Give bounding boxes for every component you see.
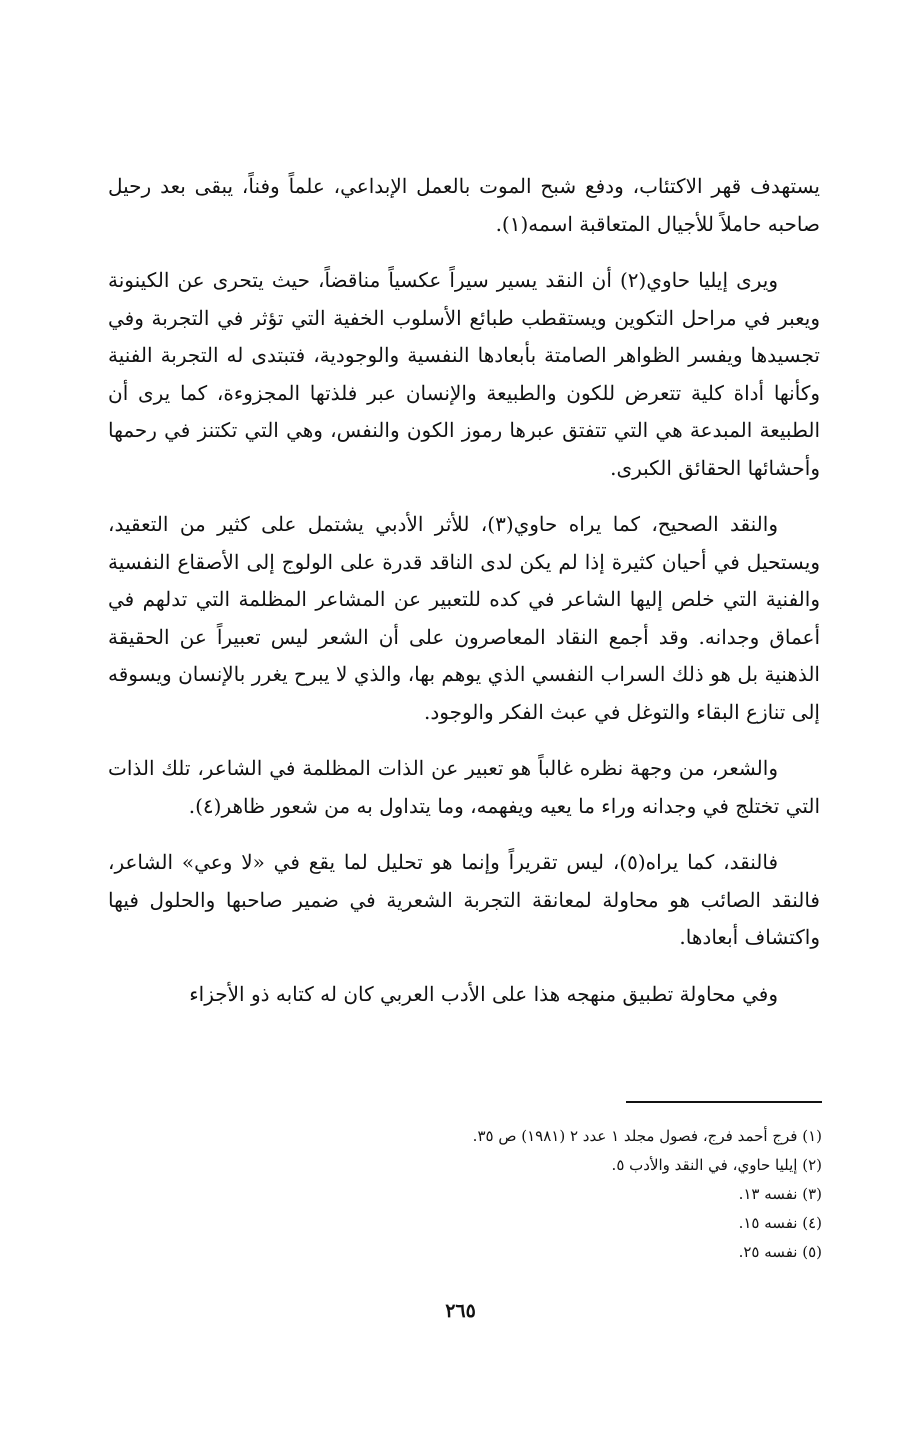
paragraph-4: والشعر، من وجهة نظره غالباً هو تعبير عن الذات المظلمة في الشاعر، تلك الذات التي تختلج في وجدانه وراء ما يعيه ويفهمه، وما يتداول به من شعور ظاهر(٤).	[108, 756, 820, 818]
footnote-2: (٢) إيليا حاوي، في النقد والأدب ٥.	[611, 1156, 822, 1174]
paragraph-2: ويرى إيليا حاوي(٢) أن النقد يسير سيراً عكسياً مناقضاً، حيث يتحرى عن الكينونة ويعبر في مراحل التكوين ويستقطب طبائع الأسلوب الخفية التي تؤثر في التجربة وفي تجسيدها ويفسر الظواهر الصامتة بأبعادها النفسية والوجودية، فتبتدى له التجربة الفنية وكأنها أداة كلية تتعرض للكون والطبيعة والإنسان عبر فلذتها المجزوءة، كما يرى أن الطبيعة المبدعة هي التي تتفتق عبرها رموز الكون والنفس، وهي التي تكتنز في رحمها وأحشائها الحقائق الكبرى.	[108, 268, 821, 480]
paragraph-5: فالنقد، كما يراه(٥)، ليس تقريراً وإنما هو تحليل لما يقع في «لا وعي» الشاعر، فالنقد الصائب هو محاولة لمعانقة التجربة الشعرية في ضمير صاحبها والحلول فيها واكتشاف أبعادها.	[108, 850, 820, 949]
paragraph-3: والنقد الصحيح، كما يراه حاوي(٣)، للأثر الأدبي يشتمل على كثير من التعقيد، ويستحيل في أحيان كثيرة إذا لم يكن لدى الناقد قدرة على الولوج إلى الأصقاع النفسية والفنية التي خلص إليها الشاعر في كده للتعبير عن المشاعر المظلمة التي تدلهم في أعماق وجدانه. وقد أجمع النقاد المعاصرون على أن الشعر ليس تعبيراً عن الحقيقة الذهنية بل هو ذلك السراب النفسي الذي يوهم بها، والذي لا يبرح يغرر بالإنسان ويسوقه إلى تنازع البقاء والتوغل في عبث الفكر والوجود.	[108, 512, 820, 724]
footnote-1: (١) فرج أحمد فرج، فصول مجلد ١ عدد ٢ (١٩٨١) ص ٣٥.	[472, 1127, 822, 1145]
footnote-4: (٤) نفسه ١٥.	[738, 1214, 822, 1232]
footnote-5: (٥) نفسه ٢٥.	[738, 1243, 822, 1261]
page-number: ٢٦٥	[445, 1300, 476, 1322]
footnote-divider	[626, 1101, 822, 1103]
footnotes	[300, 1122, 822, 1267]
body-text	[108, 168, 820, 1032]
paragraph-6: وفي محاولة تطبيق منهجه هذا على الأدب العربي كان له كتابه ذو الأجزاء	[189, 981, 778, 1006]
footnote-3: (٣) نفسه ١٣.	[738, 1185, 822, 1203]
paragraph-1: يستهدف قهر الاكتئاب، ودفع شبح الموت بالعمل الإبداعي، علماً وفناً، يبقى بعد رحيل صاحبه حاملاً للأجيال المتعاقبة اسمه(١).	[108, 174, 820, 236]
